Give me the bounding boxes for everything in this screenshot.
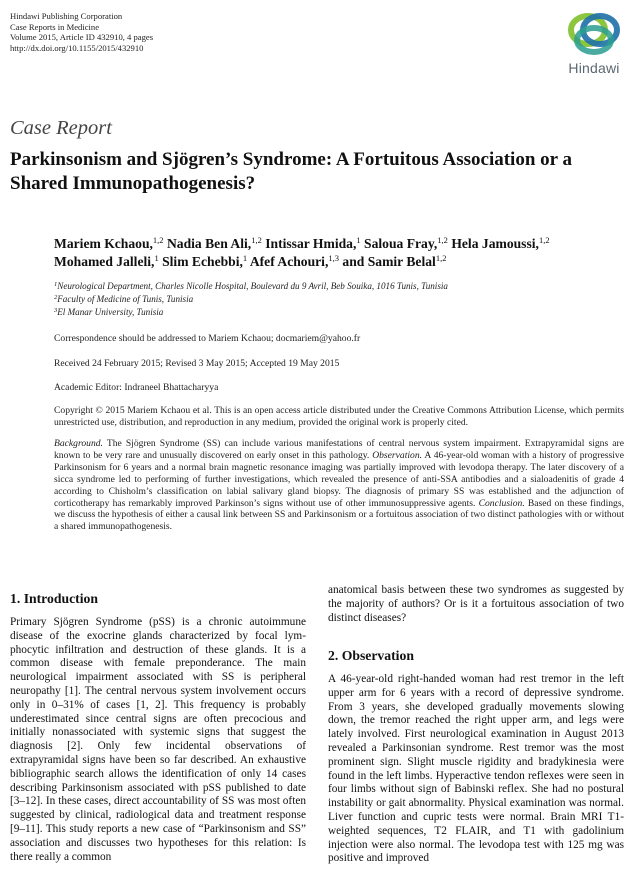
- author: Hela Jamoussi,$^{1,2}$: [451, 235, 550, 251]
- academic-editor: Academic Editor: Indraneel Bhattacharyya: [54, 382, 219, 393]
- author: Afef Achouri,$^{1,3}$: [249, 252, 339, 269]
- affiliation: $^2$Faculty of Medicine of Tunis, Tunisia: [54, 293, 194, 304]
- affiliations: [54, 280, 614, 318]
- observation-column: [328, 673, 624, 866]
- author: and Samir Belal$^{1,2}$: [342, 252, 447, 269]
- author: Slim Echebbi,$^1$: [162, 252, 248, 269]
- observation-heading: 2. Observation: [328, 648, 414, 663]
- journal-name: Case Reports in Medicine: [10, 21, 100, 32]
- copyright-notice: Copyright © 2015 Mariem Kchaou et al. This is an open access article distributed under the Creative Commons Attribution License, which permits unrestricted use, distribution, and reproduction in any medium, provided the original work is properly cited.: [54, 405, 624, 428]
- abstract-observation: A 46-year-old woman with a history of progressive Parkinsonism for 6 years and a normal brain magnetic resonance imaging was partially improved with levodopa therapy. The later discovery of a sicca syndrome led to performing of further investigations, which revealed the presence of anti-SSA antibodies and a sialoadenitis of grade 4 according to Chisholm’s classification on labial salivary gland biopsy. The diagnosis of primary SS was established and the adjunction of corticotherapy has remarkably improved Parkinson’s signs without use of other immunosuppressive agents.: [54, 449, 624, 509]
- hindawi-logo-icon: [566, 10, 622, 58]
- doi-link[interactable]: http://dx.doi.org/10.1155/2015/432910: [10, 42, 144, 53]
- publisher-name: Hindawi Publishing Corporation: [10, 11, 123, 21]
- abstract-background-label: Background.: [54, 438, 103, 449]
- intro-column: [10, 616, 306, 864]
- author-list: [54, 235, 614, 270]
- intro-paragraph-continued: anatomical basis between these two syndromes as suggested by the majority of authors? Or is it a fortuitous association of two distinct diseases?: [328, 584, 624, 624]
- abstract: [54, 438, 624, 533]
- article-title: Parkinsonism and Sjögren’s Syndrome: A Fortuitous Association or a Shared Immunopathogenesis?: [10, 149, 572, 194]
- abstract-observation-label: Observation.: [372, 449, 423, 461]
- affiliation: $^1$Neurological Department, Charles Nicolle Hospital, Boulevard du 9 Avril, Beb Souika, 1016 Tunis, Tunisia: [54, 281, 448, 291]
- abstract-conclusion: Based on these findings, we discuss the hypothesis of either a causal link between SS and Parkinsonism or a fortuitous association of two distinct pathologies with or without a shared immunopathogenesis.: [54, 497, 624, 533]
- article-type: Case Report: [10, 117, 112, 139]
- intro-heading: 1. Introduction: [10, 591, 98, 606]
- logo-text: Hindawi: [568, 60, 620, 76]
- intro-continued-column: [328, 584, 624, 625]
- publication-info: [10, 11, 153, 53]
- author: Saloua Fray,$^{1,2}$: [364, 235, 448, 251]
- abstract-background: The Sjögren Syndrome (SS) can include various manifestations of central nervous system impairment. Extrapyramidal signs are known to be very rare and unusually discovered on early onset in this pathology.: [54, 438, 624, 461]
- author: Mohamed Jalleli,$^1$: [54, 252, 159, 269]
- author: Mariem Kchaou,$^{1,2}$: [54, 235, 164, 251]
- abstract-conclusion-label: Conclusion.: [478, 497, 525, 509]
- dates: Received 24 February 2015; Revised 3 May 2015; Accepted 19 May 2015: [54, 358, 340, 369]
- observation-paragraph: A 46-year-old right-handed woman had rest tremor in the left upper arm for 6 years with a record of depressive syndrome. From 3 years, she developed gradually movements slowing down, the tremor reached the right upper arm, and legs were lately involved. First neurological examination in August 2013 revealed a Parkinsonian syndrome. Rest tremor was the most prominent sign. Slight muscle rigidity and bradykinesia were found in the left limbs. Hyperactive tendon reflexes were seen in four limbs without sign of Babinski reflex. She had no postural instability or gait abnormality. Physical examination was normal. Liver function and cupric tests were normal. Brain MRI T1-weighted sequences, T2 FLAIR, and T1 with gadolinium injection were also normal. The levodopa test with 125 mg was positive and improved: [328, 673, 624, 865]
- author: Intissar Hmida,$^1$: [265, 235, 361, 251]
- correspondence: Correspondence should be addressed to Mariem Kchaou; docmariem@yahoo.fr: [54, 333, 361, 344]
- intro-paragraph: Primary Sjögren Syndrome (pSS) is a chronic autoimmune disease of the exocrine glands characterized by focal lymphocytic infiltration and destruction of these glands. It is a common disease with female preponderance. The main neurological impairment associated with SS is peripheral neuropathy [1]. The central nervous system involvement occurs only in 0–31% of cases [1, 2]. This frequency is probably underestimated since central signs are often precocious and initially nonassociated with systemic signs that suggest the diagnosis [2]. Only few incidental observations of extrapyramidal signs have been so far described. An exhaustive bibliographic search allows the identification of only 14 cases describing Parkinsonism associated with pSS published to date [3–12]. In these cases, direct accountability of SS was most often suggested by clinical, radiological data and treatment response [9–11]. This study reports a new case of “Parkinsonism and SS” association and discusses two hypotheses for this relation: Is there really a common: [10, 616, 306, 863]
- hindawi-logo: [560, 10, 628, 80]
- author: Nadia Ben Ali,$^{1,2}$: [166, 235, 262, 251]
- volume-info: Volume 2015, Article ID 432910, 4 pages: [10, 32, 154, 43]
- affiliation: $^3$El Manar University, Tunisia: [54, 306, 164, 317]
